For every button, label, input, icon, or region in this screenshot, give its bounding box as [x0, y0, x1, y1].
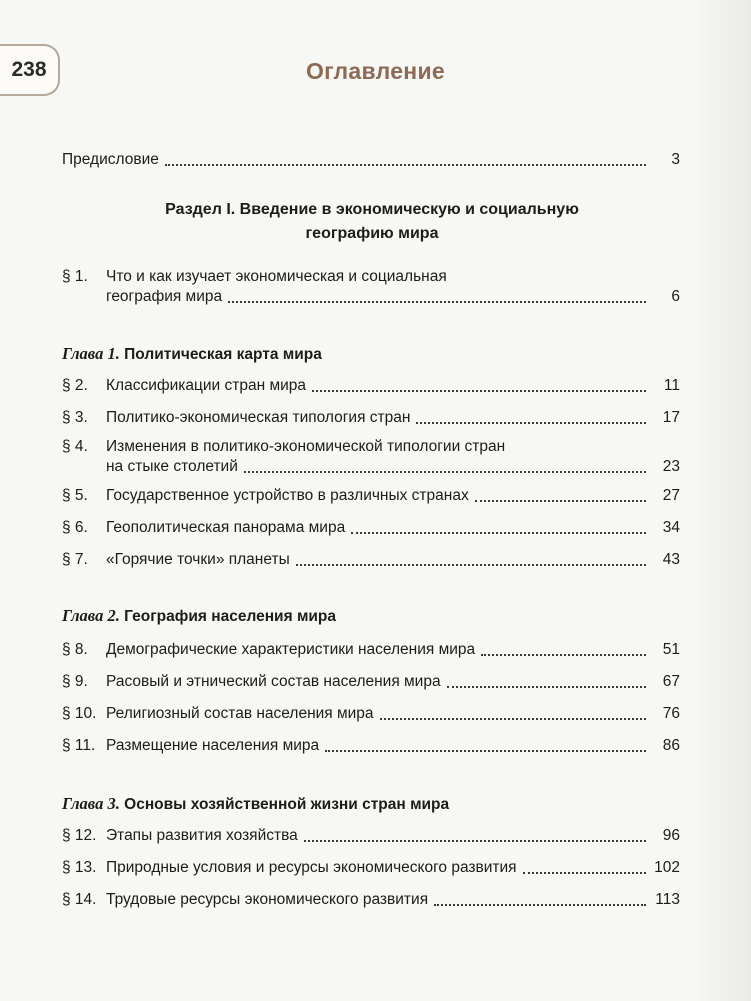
dot-leader: [312, 389, 646, 392]
toc-entry-p4[interactable]: [62, 436, 680, 477]
dot-leader: [434, 903, 646, 906]
page-title: Оглавление: [305, 58, 446, 84]
dot-leader: [244, 470, 646, 473]
page-edge-shadow: [691, 0, 751, 1001]
chapter-title: Политическая карта мира: [124, 346, 322, 363]
dot-leader: [325, 749, 646, 752]
section-heading: [102, 198, 642, 246]
paragraph-number: § 11.: [62, 737, 96, 754]
toc-entry-label: Демографические характеристики населения мира: [106, 641, 476, 658]
dot-leader: [416, 421, 646, 424]
toc-entry-p7[interactable]: [62, 550, 680, 570]
paragraph-number: § 2.: [62, 377, 88, 394]
toc-entry-preface[interactable]: [62, 150, 680, 170]
paragraph-number: § 8.: [62, 641, 88, 658]
toc-entry-label-line1: Что и как изучает экономическая и социальная: [106, 268, 447, 285]
toc-entry-label: Политико-экономическая типология стран: [106, 409, 411, 426]
toc-entry-page: 11: [663, 377, 680, 394]
chapter-heading-3: [62, 794, 449, 814]
section-heading-line2: географию мира: [305, 225, 439, 242]
toc-entry-p14[interactable]: [62, 890, 680, 910]
chapter-title: Основы хозяйственной жизни стран мира: [124, 796, 450, 813]
paragraph-number: § 4.: [62, 438, 88, 455]
dot-leader: [447, 685, 646, 688]
toc-entry-label: Государственное устройство в различных странах: [106, 487, 469, 504]
toc-entry-label: Размещение населения мира: [106, 737, 320, 754]
paragraph-number: § 12.: [62, 827, 97, 844]
paragraph-number: § 7.: [62, 551, 88, 568]
dot-leader: [228, 300, 646, 303]
toc-entry-p3[interactable]: [62, 408, 680, 428]
paragraph-number: § 3.: [62, 409, 88, 426]
chapter-prefix: Глава 1.: [62, 344, 120, 363]
chapter-prefix: Глава 2.: [62, 606, 120, 625]
toc-entry-p13[interactable]: [62, 858, 680, 878]
paragraph-number: § 6.: [62, 519, 88, 536]
toc-entry-p6[interactable]: [62, 518, 680, 538]
toc-entry-label: Трудовые ресурсы экономического развития: [106, 891, 429, 908]
toc-entry-p11[interactable]: [62, 736, 680, 756]
toc-entry-page: 113: [655, 891, 680, 908]
toc-entry-label: Расовый и этнический состав населения мира: [106, 673, 441, 690]
toc-entry-label: Предисловие: [62, 151, 159, 168]
paragraph-number: § 1.: [62, 268, 88, 285]
chapter-title: География населения мира: [124, 608, 337, 625]
toc-entry-p8[interactable]: [62, 640, 680, 660]
toc-entry-label: Природные условия и ресурсы экономического развития: [106, 859, 517, 876]
paragraph-number: § 14.: [62, 891, 97, 908]
toc-entry-page: 3: [671, 151, 680, 168]
dot-leader: [351, 531, 646, 534]
toc-entry-page: 67: [662, 673, 680, 690]
toc-entry-p1[interactable]: [62, 266, 680, 307]
toc-entry-label-line2: на стыке столетий: [106, 458, 238, 475]
dot-leader: [380, 717, 646, 720]
dot-leader: [481, 653, 646, 656]
toc-entry-page: 96: [662, 827, 680, 844]
toc-entry-label: Этапы развития хозяйства: [106, 827, 298, 844]
toc-entry-page: 76: [662, 705, 680, 722]
toc-entry-page: 34: [662, 519, 680, 536]
toc-entry-label-line1: Изменения в политико-экономической типологии стран: [106, 438, 506, 455]
toc-entry-p12[interactable]: [62, 826, 680, 846]
toc-entry-label: Классификации стран мира: [106, 377, 307, 394]
page-number: 238: [0, 44, 60, 96]
dot-leader: [304, 839, 646, 842]
toc-entry-page: 51: [662, 641, 680, 658]
toc-entry-page: 23: [662, 458, 680, 475]
section-heading-line1: Раздел I. Введение в экономическую и социальную: [165, 201, 579, 218]
toc-entry-page: 86: [662, 737, 680, 754]
toc-entry-page: 43: [662, 551, 680, 568]
toc-entry-p9[interactable]: [62, 672, 680, 692]
toc-entry-label: Геополитическая панорама мира: [106, 519, 346, 536]
paragraph-number: § 9.: [62, 673, 88, 690]
paragraph-number: § 13.: [62, 859, 97, 876]
chapter-prefix: Глава 3.: [62, 794, 120, 813]
paragraph-number: § 5.: [62, 487, 88, 504]
toc-entry-p2[interactable]: [62, 376, 680, 396]
toc-entry-page: 6: [671, 288, 680, 305]
paragraph-number: § 10.: [62, 705, 97, 722]
toc-entry-page: 102: [654, 859, 680, 876]
toc-entry-p10[interactable]: [62, 704, 680, 724]
dot-leader: [296, 563, 646, 566]
dot-leader: [165, 163, 646, 166]
toc-entry-page: 17: [662, 409, 680, 426]
dot-leader: [523, 871, 646, 874]
chapter-heading-1: [62, 344, 322, 364]
toc-entry-label: «Горячие точки» планеты: [106, 551, 290, 568]
chapter-heading-2: [62, 606, 336, 626]
toc-entry-page: 27: [662, 487, 680, 504]
toc-entry-p5[interactable]: [62, 486, 680, 506]
toc-entry-label: Религиозный состав населения мира: [106, 705, 374, 722]
dot-leader: [475, 499, 646, 502]
toc-entry-label-line2: география мира: [106, 288, 223, 305]
